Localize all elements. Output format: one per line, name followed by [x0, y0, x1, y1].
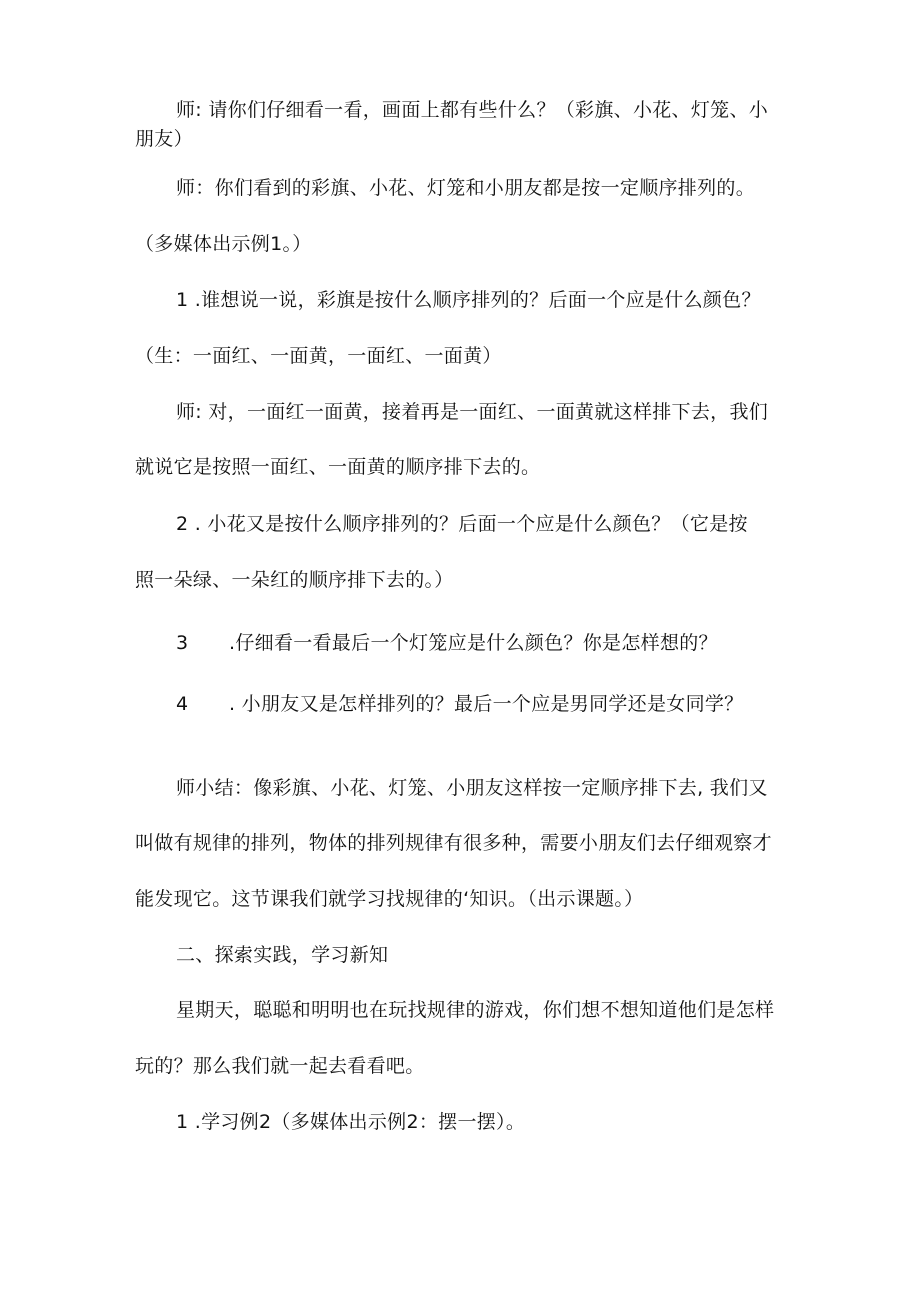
text-line: 师: 请你们仔细看一看，画面上都有些什么？（彩旗、小花、灯笼、小	[176, 99, 769, 121]
text-line: 叫做有规律的排列，物体的排列规律有很多种，需要小朋友们去仔细观察才	[135, 832, 772, 854]
text-line: 师小结：像彩旗、小花、灯笼、小朋友这样按一定顺序排下去, 我们又	[176, 777, 768, 799]
text-line: . 小朋友又是怎样排列的？最后一个应是男同学还是女同学？	[229, 693, 744, 715]
section-heading: 二、探索实践，学习新知	[176, 944, 389, 966]
text-line: 师：你们看到的彩旗、小花、灯笼和小朋友都是按一定顺序排列的。	[176, 177, 756, 199]
text-line: .仔细看一看最后一个灯笼应是什么颜色？你是怎样想的？	[229, 632, 718, 654]
text-line: 就说它是按照一面红、一面黄的顺序排下去的。	[135, 456, 541, 478]
text-line: 2 . 小花又是按什么顺序排列的？后面一个应是什么颜色？（它是按	[176, 513, 748, 535]
text-line: 星期天，聪聪和明明也在玩找规律的游戏，你们想不想知道他们是怎样	[176, 999, 775, 1021]
text-line: 1 .谁想说一说，彩旗是按什么顺序排列的？后面一个应是什么颜色？	[176, 289, 761, 311]
text-line: 能发现它。这节课我们就学习找规律的‘知识。（出示课题。）	[135, 888, 644, 910]
list-number: 4	[176, 693, 189, 715]
text-line: 1 .学习例2（多媒体出示例2：摆一摆）。	[176, 1111, 526, 1133]
text-line: 照一朵绿、一朵红的顺序排下去的。）	[135, 569, 454, 591]
text-line: 玩的？那么我们就一起去看看吧。	[135, 1055, 425, 1077]
text-line: （生：一面红、一面黄，一面红、一面黄）	[135, 345, 502, 367]
text-line: 朋友）	[135, 128, 193, 150]
text-line: 师: 对，一面红一面黄，接着再是一面红、一面黄就这样排下去，我们	[176, 401, 769, 423]
text-line: （多媒体出示例1。）	[135, 233, 312, 255]
list-number: 3	[176, 632, 189, 654]
